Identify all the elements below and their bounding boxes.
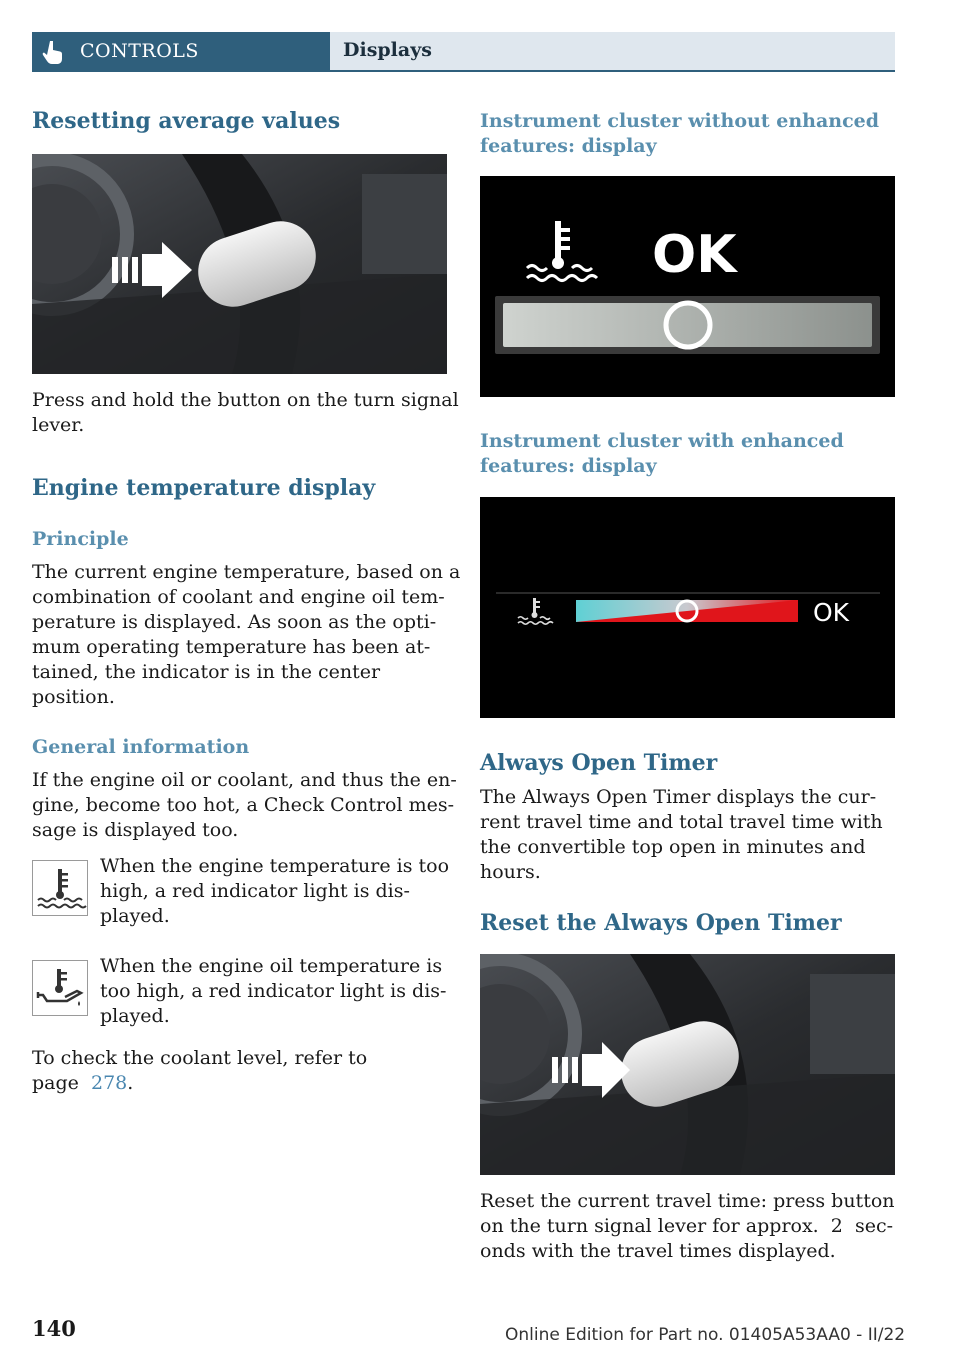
resetting-heading: Resetting average values <box>32 108 341 134</box>
check-coolant-line-2 <box>32 1071 133 1096</box>
engine-temperature-heading: Engine temperature display <box>32 475 376 501</box>
principle-heading: Principle <box>32 528 129 550</box>
header-page-title: Displays <box>343 39 432 61</box>
general-line-1: If the engine oil or coolant, and thus the en- <box>32 769 457 791</box>
cluster-without-enhanced-display <box>480 176 895 397</box>
header-section-label: CONTROLS <box>80 40 199 62</box>
coolant-note-line-2: high, a red indicator light is dis- <box>100 880 410 902</box>
resetting-caption-line-1: Press and hold the button on the turn signal <box>32 389 459 411</box>
engine-oil-temperature-icon-box <box>32 960 88 1016</box>
page-278-link[interactable]: 278 <box>91 1072 128 1094</box>
principle-line-3: perature is displayed. As soon as the opti- <box>32 611 437 633</box>
ok-label: OK <box>652 225 737 285</box>
principle-line-2: combination of coolant and engine oil tem- <box>32 586 445 608</box>
turn-signal-lever-photo <box>32 154 447 374</box>
aot-line-4: hours. <box>480 861 541 883</box>
page-suffix: . <box>127 1072 134 1094</box>
coolant-note-line-3: played. <box>100 905 170 927</box>
header-divider <box>32 70 895 72</box>
page-number: 140 <box>32 1316 76 1341</box>
reset-caption-line-2: on the turn signal lever for approx. 2 sec- <box>480 1215 894 1237</box>
check-coolant-line-1: To check the coolant level, refer to <box>32 1047 368 1069</box>
general-line-2: gine, become too hot, a Check Control mes- <box>32 794 455 816</box>
principle-line-5: tained, the indicator is in the center <box>32 661 381 683</box>
oil-note-line-3: played. <box>100 1005 170 1027</box>
turn-signal-lever-photo-2 <box>480 954 895 1175</box>
coolant-temperature-icon <box>527 221 597 281</box>
oil-note-line-1: When the engine oil temperature is <box>100 955 443 977</box>
reset-caption-line-3: onds with the travel times displayed. <box>480 1240 836 1262</box>
aot-line-2: rent travel time and total travel time with <box>480 811 883 833</box>
cluster-with-enhanced-display <box>480 497 895 718</box>
general-line-3: sage is displayed too. <box>32 819 239 841</box>
principle-line-1: The current engine temperature, based on a <box>32 561 461 583</box>
always-open-timer-heading: Always Open Timer <box>480 750 718 776</box>
engine-oil-temperature-icon <box>33 961 87 1015</box>
with-enhanced-heading-line-2: features: display <box>480 455 657 477</box>
ok-label: OK <box>813 598 850 627</box>
reset-caption-line-1: Reset the current travel time: press button <box>480 1190 895 1212</box>
with-enhanced-heading-line-1: Instrument cluster with enhanced <box>480 430 844 452</box>
without-enhanced-heading-line-2: features: display <box>480 135 657 157</box>
resetting-caption-line-2: lever. <box>32 414 85 436</box>
pointing-hand-icon <box>42 40 64 64</box>
page-prefix: page <box>32 1072 79 1094</box>
edition-footer: Online Edition for Part no. 01405A53AA0 - II/22 <box>505 1325 906 1345</box>
oil-note-line-2: too high, a red indicator light is dis- <box>100 980 447 1002</box>
reset-timer-heading: Reset the Always Open Timer <box>480 910 842 936</box>
general-information-heading: General information <box>32 736 250 758</box>
without-enhanced-heading-line-1: Instrument cluster without enhanced <box>480 110 880 132</box>
coolant-temperature-icon-box <box>32 860 88 916</box>
aot-line-3: the convertible top open in minutes and <box>480 836 866 858</box>
principle-line-4: mum operating temperature has been at- <box>32 636 431 658</box>
aot-line-1: The Always Open Timer displays the cur- <box>480 786 877 808</box>
coolant-temperature-icon <box>33 861 87 915</box>
coolant-note-line-1: When the engine temperature is too <box>100 855 450 877</box>
coolant-temperature-icon <box>518 598 553 624</box>
principle-line-6: position. <box>32 686 115 708</box>
